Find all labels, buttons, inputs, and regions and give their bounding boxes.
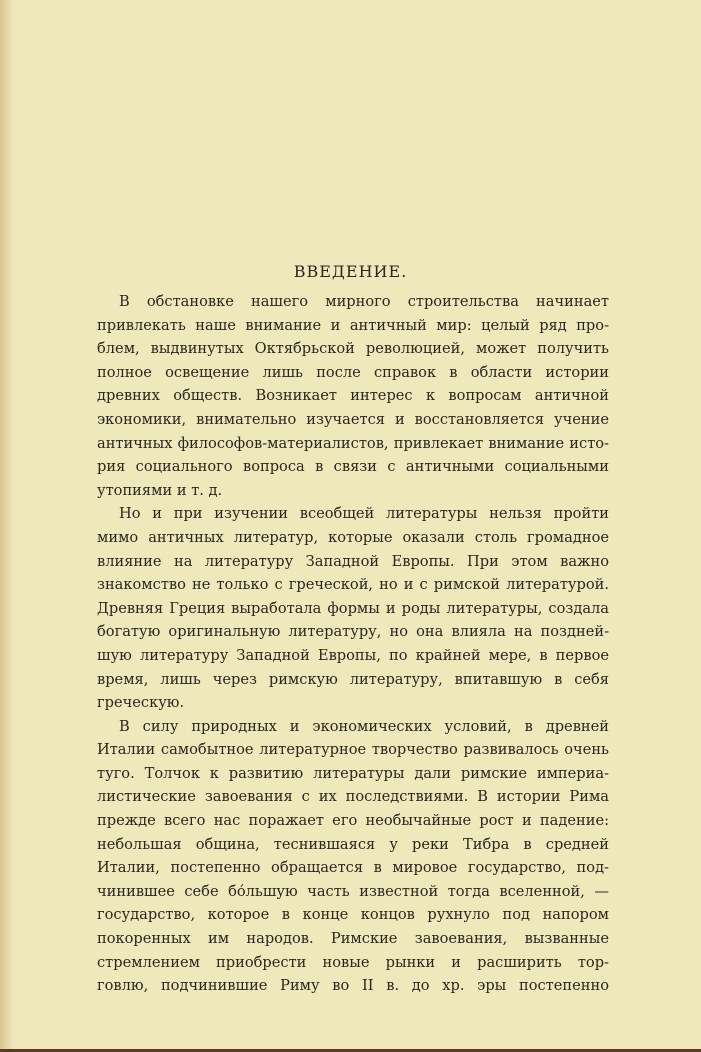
text-line: мимо античных литератур, которые оказали столь громадное xyxy=(97,528,609,546)
text-line: стремлением приобрести новые рынки и расширить тор- xyxy=(97,953,609,971)
text-line: Но и при изучении всеобщей литературы нельзя пройти xyxy=(119,505,609,523)
text-line: время, лишь через римскую литературу, впитавшую в себя xyxy=(97,670,609,688)
text-line: влияние на литературу Западной Европы. При этом важно xyxy=(97,552,609,570)
text-line: туго. Толчок к развитию литературы дали римские империа- xyxy=(97,764,609,782)
text-line: экономики, внимательно изучается и восстановляется учение xyxy=(97,410,609,428)
text-line: прежде всего нас поражает его необычайные рост и падение: xyxy=(97,812,609,830)
text-line: Италии, постепенно обращается в мировое государство, под- xyxy=(97,859,609,877)
text-line: блем, выдвинутых Октябрьской революцией, может получить xyxy=(97,340,609,358)
text-line: В обстановке нашего мирного строительства начинает xyxy=(119,293,609,310)
text-line: государство, которое в конце концов рухнуло под напором xyxy=(97,906,609,924)
text-line: Древняя Греция выработала формы и роды литературы, создала xyxy=(97,599,609,617)
paragraph xyxy=(97,290,609,502)
text-line: полное освещение лишь после справок в области истории xyxy=(97,363,609,381)
text-line: чинившее себе бо́льшую часть известной тогда вселенной, — xyxy=(97,882,609,900)
text-line: богатую оригинальную литературу, но она влияла на поздней- xyxy=(97,623,609,641)
text-line: В силу природных и экономических условий, в древней xyxy=(119,717,609,735)
text-line: Италии самобытное литературное творчество развивалось очень xyxy=(97,741,609,759)
paragraph xyxy=(97,715,609,998)
text-line: покоренных им народов. Римские завоевания, вызванные xyxy=(97,930,609,948)
text-line: говлю, подчинившие Риму во II в. до хр. эры постепенно xyxy=(97,977,609,995)
text-line: утопиями и т. д. xyxy=(97,481,223,499)
text-line: рия социального вопроса в связи с античными социальными xyxy=(97,458,609,476)
text-line: знакомство не только с греческой, но и с римской литературой. xyxy=(97,576,609,594)
text-line: древних обществ. Возникает интерес к вопросам античной xyxy=(97,387,609,405)
body-text xyxy=(97,290,609,998)
chapter-title: ВВЕДЕНИЕ. xyxy=(293,262,408,281)
text-line: шую литературу Западной Европы, по крайней мере, в первое xyxy=(97,646,609,664)
text-line: листические завоевания с их последствиями. В истории Рима xyxy=(97,788,609,806)
text-line: небольшая община, теснившаяся у реки Тибра в средней xyxy=(97,835,609,853)
paragraph xyxy=(97,502,609,714)
text-line: привлекать наше внимание и античный мир: целый ряд про- xyxy=(97,316,609,334)
text-line: греческую. xyxy=(97,694,185,712)
page-edge-shadow xyxy=(0,0,14,1052)
text-line: античных философов-материалистов, привлекает внимание исто- xyxy=(97,434,609,452)
